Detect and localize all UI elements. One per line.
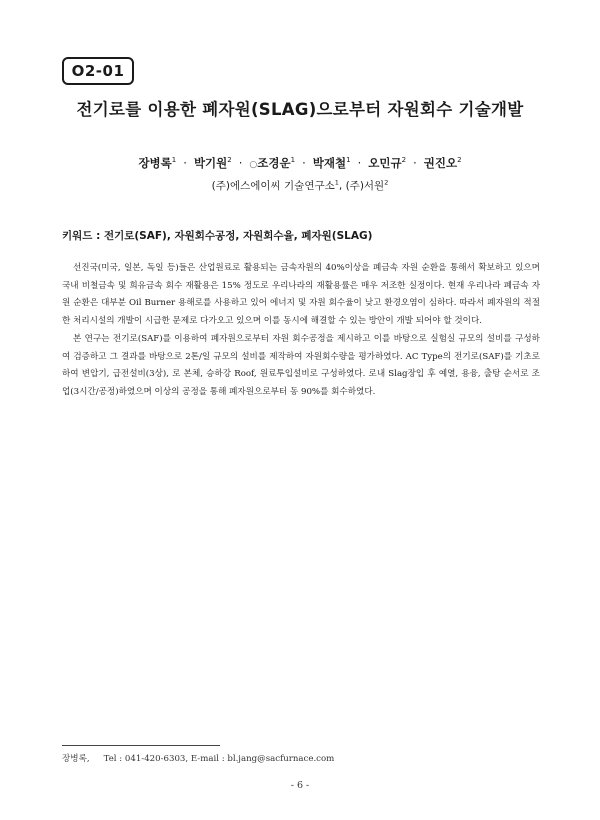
author-name: 조경운: [257, 156, 291, 170]
paper-code: O2-01: [71, 62, 125, 80]
affiliation-name: (주)서원: [345, 180, 385, 192]
author-affil-mark: 2: [227, 156, 232, 165]
author: [249, 156, 295, 170]
paper-code-badge: [62, 57, 134, 85]
author-name: 박재철: [312, 156, 347, 170]
keywords-label: 키워드 :: [62, 230, 101, 242]
author-name: 오민규: [368, 156, 402, 170]
affiliation-mark: 2: [384, 178, 389, 187]
abstract-paragraph: 선진국(미국, 일본, 독일 등)들은 산업원료로 활용되는 금속자원의 40%이상을 폐금속 자원 순환을 통해서 확보하고 있으며 국내 비철금속 및 희유금속 회수 재활용은 15% 정도로 우리나라의 재활용률은 매우 저조한 실정이다. 현재 우리나라 폐금속 자원 순환은 대부분 Oil Burner 용해로를 사용하고 있어 에너지 및 자원 회수율이 낮고 환경오염이 심하다. 따라서 폐자원의 적절한 처리시설의 개발이 시급한 문제로 다가오고 있으며 이를 동시에 해결할 수 있는 방안이 개발 되어야 할 것이다.: [62, 263, 540, 327]
affiliation-trail: ,: [338, 180, 343, 192]
author-affil-mark: 1: [290, 156, 296, 165]
author-separator: ·: [302, 156, 306, 170]
author-affil-mark: 2: [401, 156, 407, 165]
abstract-paragraph: 본 연구는 전기로(SAF)를 이용하여 폐자원으로부터 자원 회수공정을 제시하고 이를 바탕으로 실험실 규모의 설비를 구성하여 검증하고 그 결과를 바탕으로 2톤/일 규모의 설비를 제작하여 자원회수량을 평가하였다. AC Type의 전기로(SAF)를 기초로 하여 변압기, 급전설비(3상), 로 본체, 승하강 Roof, 원료투입설비로 구성하였다. 로내 Slag장입 후 예열, 용융, 출탕 순서로 조업(3시간/공정)하였으며 이상의 공정을 통해 폐자원으로부터 동 90%를 회수하였다.: [62, 333, 540, 397]
affiliation: [212, 180, 343, 192]
author-separator: ·: [357, 156, 362, 170]
author: [313, 156, 351, 170]
author-separator: ·: [413, 156, 417, 170]
footnote-tel: Tel : 041-420-6303,: [103, 754, 189, 764]
abstract-body: [62, 260, 540, 402]
keywords: [62, 228, 542, 243]
author: [138, 156, 176, 170]
author-separator: ·: [183, 156, 187, 170]
footnote-divider: [62, 745, 220, 746]
keywords-text: 전기로(SAF), 자원회수공정, 자원회수율, 폐자원(SLAG): [103, 230, 373, 242]
author-affil-mark: 1: [346, 156, 351, 165]
author-affil-mark: 2: [457, 156, 462, 165]
footnote: [62, 752, 542, 764]
paper-title: 전기로를 이용한 폐자원(SLAG)으로부터 자원회수 기술개발: [76, 100, 524, 119]
affiliation: [346, 180, 389, 192]
affiliation-list: [0, 178, 600, 193]
author-separator: ·: [238, 156, 243, 170]
author: [424, 156, 462, 170]
affiliation-name: (주)에스에이씨 기술연구소: [211, 180, 335, 192]
author: [368, 156, 406, 170]
page-number: - 6 -: [290, 780, 310, 791]
author-name: 장병록: [138, 156, 172, 170]
author: [194, 156, 232, 170]
author-affil-mark: 1: [171, 156, 177, 165]
author-name: 박기원: [193, 156, 228, 170]
affiliation-mark: 1: [334, 178, 339, 187]
footnote-name: 장병록,: [62, 754, 90, 764]
presenter-mark: ○: [249, 160, 258, 170]
author-name: 권진오: [423, 156, 458, 170]
footnote-email: E-mail : bl.jang@sacfurnace.com: [190, 754, 335, 764]
author-list: [0, 155, 600, 171]
